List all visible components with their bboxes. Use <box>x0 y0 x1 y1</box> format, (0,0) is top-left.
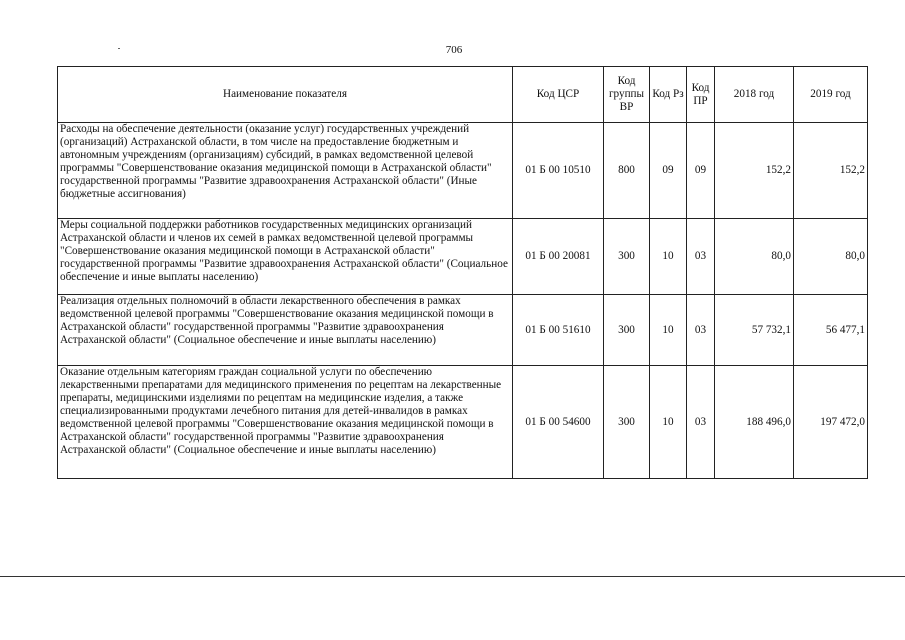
row-rz: 10 <box>650 366 687 479</box>
header-2018: 2018 год <box>715 67 794 123</box>
table-row <box>58 295 868 366</box>
header-name: Наименование показателя <box>58 67 513 123</box>
row-name: Реализация отдельных полномочий в области лекарственного обеспечения в рамках ведомственной целевой программы "Совершенствование оказания медицинской помощи в Астраханской области" государственной программы "Развитие здравоохранения Астраханской области" (Социальное обеспечение и иные выплаты населению) <box>58 295 513 366</box>
row-2018: 152,2 <box>715 123 794 219</box>
row-rz: 10 <box>650 295 687 366</box>
header-2019: 2019 год <box>794 67 868 123</box>
row-2019: 152,2 <box>794 123 868 219</box>
row-2018: 188 496,0 <box>715 366 794 479</box>
row-2019: 80,0 <box>794 219 868 295</box>
row-pr: 09 <box>687 123 715 219</box>
row-name: Оказание отдельным категориям граждан социальной услуги по обеспечению лекарственными препаратами для медицинского применения по рецептам на лекарственные препараты, медицинскими изделиями по рецептам на медицинские изделия, а также специализированными продуктами лечебного питания для детей-инвалидов в рамках ведомственной целевой программы "Совершенствование оказания медицинской помощи в Астраханской области" государственной программы "Развитие здравоохранения Астраханской области" (Социальное обеспечение и иные выплаты населению) <box>58 366 513 479</box>
table-row <box>58 219 868 295</box>
row-2019: 56 477,1 <box>794 295 868 366</box>
row-vr: 300 <box>604 366 650 479</box>
header-rz: Код Рз <box>650 67 687 123</box>
row-csr: 01 Б 00 51610 <box>513 295 604 366</box>
row-pr: 03 <box>687 366 715 479</box>
header-pr: Код ПР <box>687 67 715 123</box>
header-vr: Код группы ВР <box>604 67 650 123</box>
budget-table <box>57 66 868 479</box>
row-vr: 300 <box>604 219 650 295</box>
row-csr: 01 Б 00 10510 <box>513 123 604 219</box>
page-number: 706 <box>445 44 463 56</box>
row-2019: 197 472,0 <box>794 366 868 479</box>
table-row <box>58 123 868 219</box>
row-pr: 03 <box>687 295 715 366</box>
row-name: Меры социальной поддержки работников государственных медицинских организаций Астраханской области и членов их семей в рамках ведомственной целевой программы "Совершенствование оказания медицинской помощи в Астраханской области" государственной программы "Развитие здравоохранения Астраханской области" (Социальное обеспечение и иные выплаты населению) <box>58 219 513 295</box>
row-pr: 03 <box>687 219 715 295</box>
row-rz: 10 <box>650 219 687 295</box>
table-header-row <box>58 67 868 123</box>
row-rz: 09 <box>650 123 687 219</box>
row-name: Расходы на обеспечение деятельности (оказание услуг) государственных учреждений (организаций) Астраханской области, в том числе на предоставление бюджетным и автономным учреждениям (организациям) субсидий, в рамках ведомственной целевой программы "Совершенствование оказания медицинской помощи в Астраханской области" государственной программы "Развитие здравоохранения Астраханской области" (Иные бюджетные ассигнования) <box>58 123 513 219</box>
row-2018: 80,0 <box>715 219 794 295</box>
row-csr: 01 Б 00 20081 <box>513 219 604 295</box>
row-vr: 300 <box>604 295 650 366</box>
row-vr: 800 <box>604 123 650 219</box>
header-csr: Код ЦСР <box>513 67 604 123</box>
table-row <box>58 366 868 479</box>
row-2018: 57 732,1 <box>715 295 794 366</box>
footer-rule <box>0 576 905 577</box>
row-csr: 01 Б 00 54600 <box>513 366 604 479</box>
scan-speck <box>118 48 120 49</box>
